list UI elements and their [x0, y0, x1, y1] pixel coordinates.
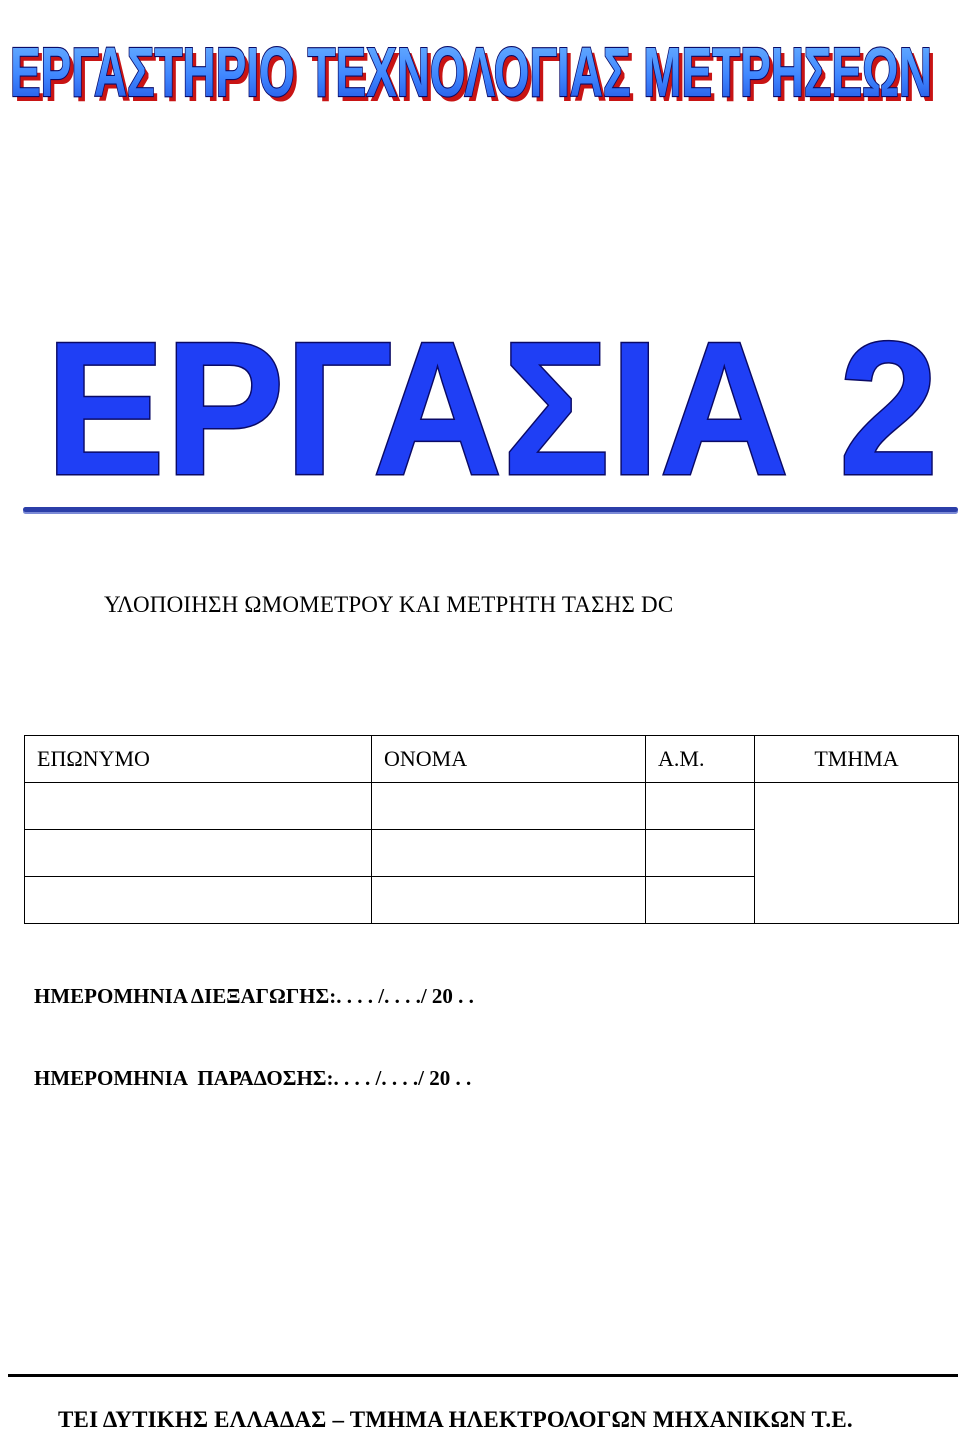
footer-rule: [8, 1374, 958, 1377]
surname-cell[interactable]: [25, 877, 372, 924]
lab-title-shadow: ΕΡΓΑΣΤΗΡΙΟ ΤΕΧΝΟΛΟΓΙΑΣ ΜΕΤΡΗΣΕΩΝ: [14, 38, 936, 106]
column-header-am: Α.Μ.: [646, 736, 755, 783]
title-underline: [23, 507, 958, 512]
name-cell[interactable]: [372, 877, 646, 924]
am-cell[interactable]: [646, 830, 755, 877]
am-cell[interactable]: [646, 877, 755, 924]
lab-title: [6, 6, 936, 106]
column-header-department: ΤΜΗΜΑ: [755, 736, 959, 783]
name-cell[interactable]: [372, 830, 646, 877]
column-header-name: ΟΝΟΜΑ: [372, 736, 646, 783]
submit-date-label: ΗΜΕΡΟΜΗΝΙΑ ΠΑΡΑΔΟΣΗΣ:: [34, 1066, 334, 1090]
surname-cell[interactable]: [25, 830, 372, 877]
students-header-row: [25, 736, 959, 783]
submit-date-field[interactable]: . . . . /. . . ./ 20 . .: [333, 1066, 472, 1090]
conduct-date-label: ΗΜΕΡΟΜΗΝΙΑ ΔΙΕΞΑΓΩΓΗΣ:: [34, 984, 337, 1008]
footer-institution: ΤΕΙ ΔΥΤΙΚΗΣ ΕΛΛΑΔΑΣ – ΤΜΗΜΑ ΗΛΕΚΤΡΟΛΟΓΩΝ ΜΗΧΑΝΙΚΩΝ Τ.Ε.: [58, 1407, 853, 1432]
assignment-subject: ΥΛΟΠΟΙΗΣΗ ΩΜΟΜΕΤΡΟΥ ΚΑΙ ΜΕΤΡΗΤΗ ΤΑΣΗΣ DC: [104, 592, 674, 617]
lab-title-text: ΕΡΓΑΣΤΗΡΙΟ ΤΕΧΝΟΛΟΓΙΑΣ ΜΕΤΡΗΣΕΩΝ: [10, 33, 932, 106]
am-cell[interactable]: [646, 783, 755, 830]
conduct-date-line: [34, 984, 474, 1009]
surname-cell[interactable]: [25, 783, 372, 830]
students-table: [24, 735, 959, 924]
name-cell[interactable]: [372, 783, 646, 830]
department-cell[interactable]: [755, 783, 959, 924]
table-row: [25, 783, 959, 830]
assignment-title: [40, 322, 945, 487]
column-header-surname: ΕΠΩΝΥΜΟ: [25, 736, 372, 783]
assignment-title-text: ΕΡΓΑΣΙΑ 2: [45, 322, 939, 487]
conduct-date-field[interactable]: . . . . /. . . ./ 20 . .: [336, 984, 474, 1008]
submit-date-line: [34, 1066, 471, 1091]
